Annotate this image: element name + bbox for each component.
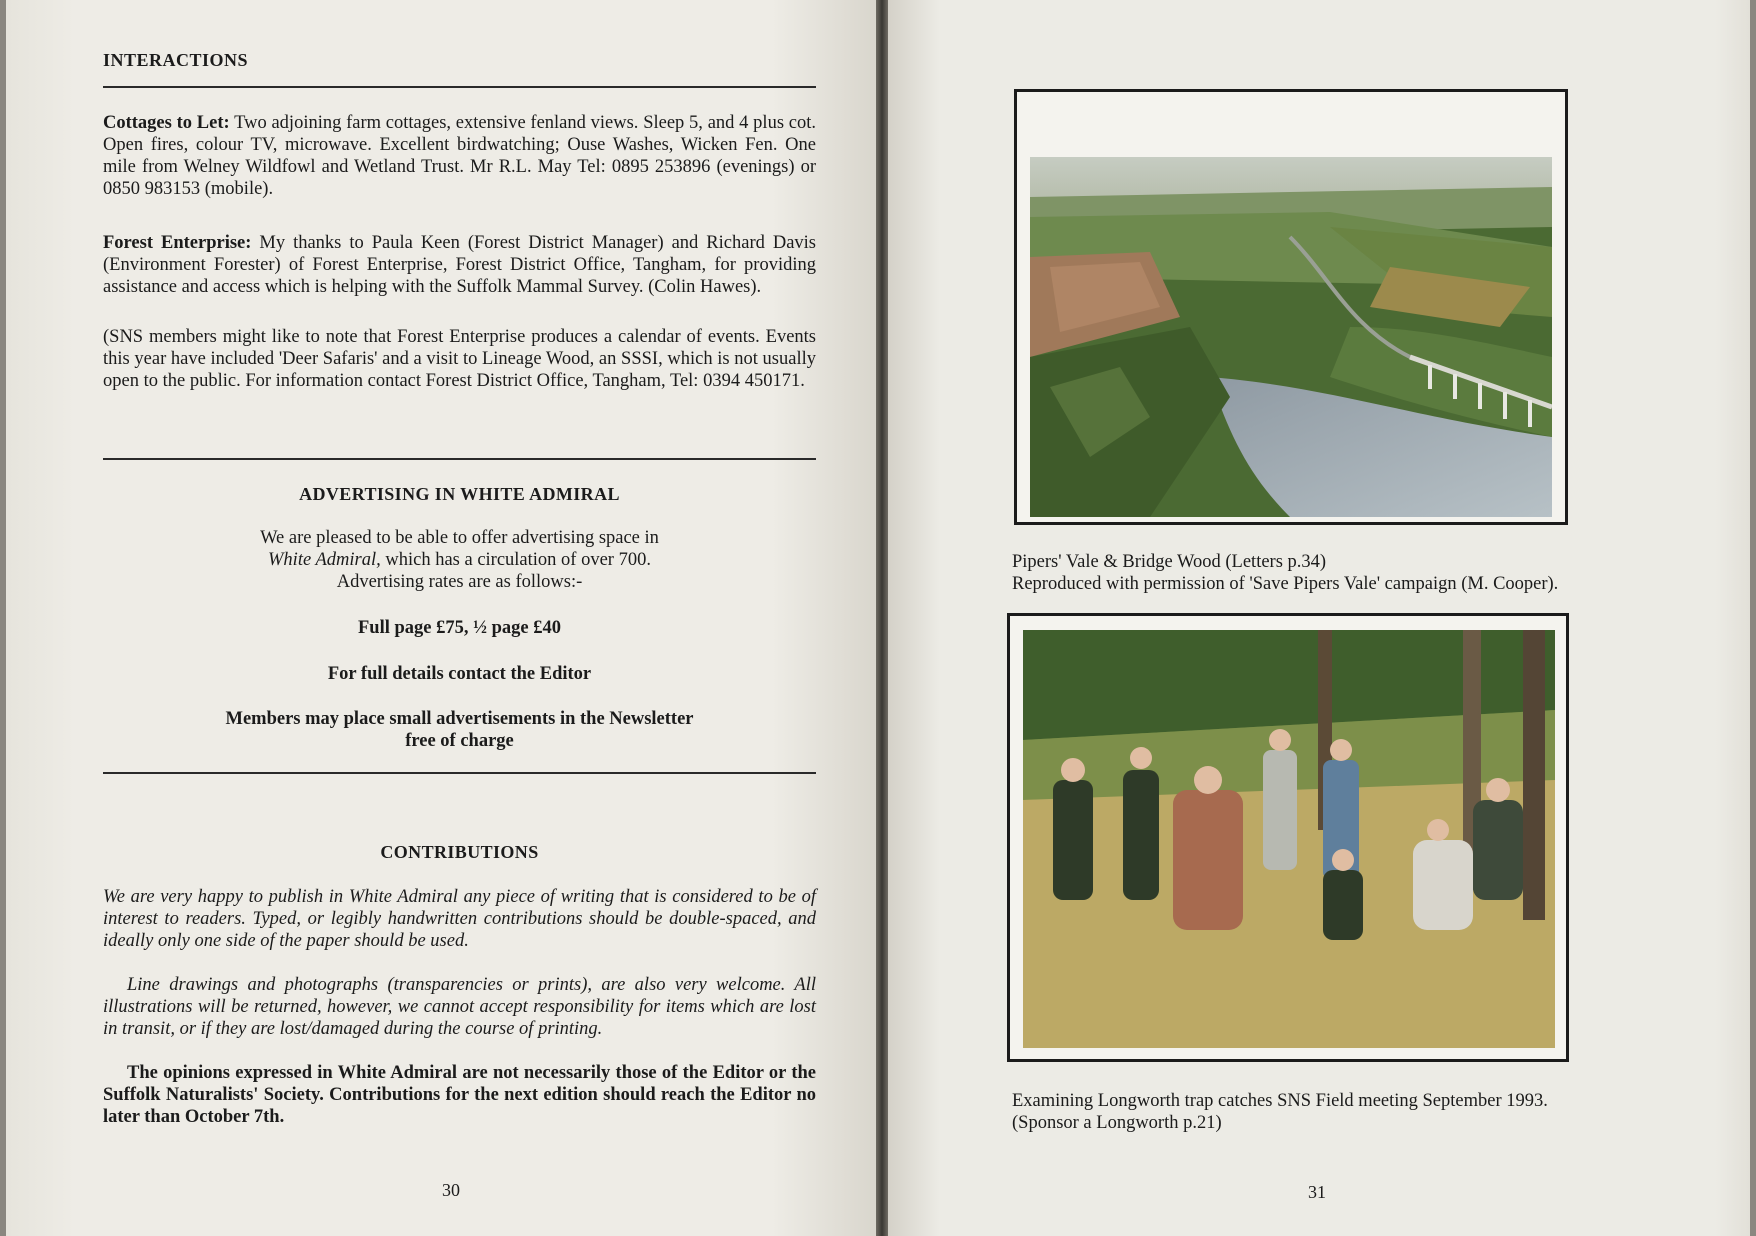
contributions-paragraph-2: Line drawings and photographs (transparencies or prints), are also very welcome. All illustrations will be returned, however, we cannot accept responsibility for items which are lost in transit, or if they are lost/damaged during the course of printing. bbox=[103, 975, 816, 1039]
advertising-contact: For full details contact the Editor bbox=[327, 664, 592, 684]
photo-frame-aerial bbox=[1014, 89, 1568, 525]
advertising-line-1: We are pleased to be able to offer advertising space in bbox=[260, 528, 659, 548]
advertising-members-1: Members may place small advertisements in the Newsletter bbox=[225, 709, 694, 729]
field-meeting-image bbox=[1023, 630, 1555, 1048]
aerial-photo-caption-2: Reproduced with permission of 'Save Pipers Vale' campaign (M. Cooper). bbox=[1012, 574, 1559, 594]
advertising-line-2 bbox=[103, 549, 816, 571]
advertising-line-3: Advertising rates are as follows:- bbox=[336, 572, 583, 592]
aerial-photo-caption-1: Pipers' Vale & Bridge Wood (Letters p.34) bbox=[1012, 552, 1327, 572]
publication-name: White Admiral, bbox=[268, 550, 381, 570]
circulation-text: which has a circulation of over 700. bbox=[380, 550, 651, 570]
forest-note-paragraph: (SNS members might like to note that Forest Enterprise produces a calendar of events. Events this year have included 'Deer Safaris' and a visit to Lineage Wood, an SSSI, which is not usually open to the public. For information contact Forest District Office, Tangham, Tel: 0394 450171. bbox=[103, 327, 816, 391]
left-page bbox=[6, 0, 876, 1236]
aerial-landscape-image bbox=[1030, 157, 1552, 517]
cottages-paragraph bbox=[103, 112, 816, 200]
divider-rule bbox=[103, 458, 816, 460]
field-meeting-photo bbox=[1023, 630, 1555, 1048]
photo-frame-field-meeting bbox=[1007, 613, 1569, 1062]
advertising-title: ADVERTISING IN WHITE ADMIRAL bbox=[299, 484, 620, 504]
forest-label: Forest Enterprise: bbox=[103, 233, 252, 253]
contributions-paragraph-1: We are very happy to publish in White Admiral any piece of writing that is considered to be of interest to readers. Typed, or legibly handwritten contributions should be double-spaced, and ideally only one side of the paper should be used. bbox=[103, 887, 816, 951]
forest-paragraph bbox=[103, 232, 816, 298]
forest-text: My thanks to Paula Keen (Forest District Manager) and Richard Davis (Environment Forester) of Forest Enterprise, Forest District Office, Tangham, for providing assistance and access which is helping with the Suffolk Mammal Survey. (Colin Hawes). bbox=[103, 233, 816, 297]
page-number: 30 bbox=[442, 1180, 460, 1200]
field-photo-caption-2: (Sponsor a Longworth p.21) bbox=[1012, 1113, 1222, 1133]
divider-rule bbox=[103, 86, 816, 88]
cottages-text: Two adjoining farm cottages, extensive fenland views. Sleep 5, and 4 plus cot. Open fires, colour TV, microwave. Excellent birdwatching; Ouse Washes, Wicken Fen. One mile from Welney Wildfowl and Wetland Trust. Mr R.L. May Tel: 0895 253896 (evenings) or 0850 983153 (mobile). bbox=[103, 113, 817, 199]
field-photo-caption-1: Examining Longworth trap catches SNS Field meeting September 1993. bbox=[1012, 1091, 1548, 1111]
advertising-rates: Full page £75, ½ page £40 bbox=[358, 618, 561, 638]
book-gutter bbox=[876, 0, 888, 1236]
contributions-paragraph-3: The opinions expressed in White Admiral are not necessarily those of the Editor or the Suffolk Naturalists' Society. Contributions for the next edition should reach the Editor no later than October 7th. bbox=[103, 1063, 816, 1127]
interactions-heading: INTERACTIONS bbox=[103, 50, 249, 70]
divider-rule bbox=[103, 772, 816, 774]
right-page bbox=[888, 0, 1750, 1236]
cottages-label: Cottages to Let: bbox=[103, 113, 230, 133]
page-number: 31 bbox=[1308, 1182, 1326, 1202]
aerial-landscape-photo bbox=[1030, 157, 1552, 517]
contributions-title: CONTRIBUTIONS bbox=[380, 842, 539, 862]
advertising-members-2: free of charge bbox=[405, 731, 514, 751]
